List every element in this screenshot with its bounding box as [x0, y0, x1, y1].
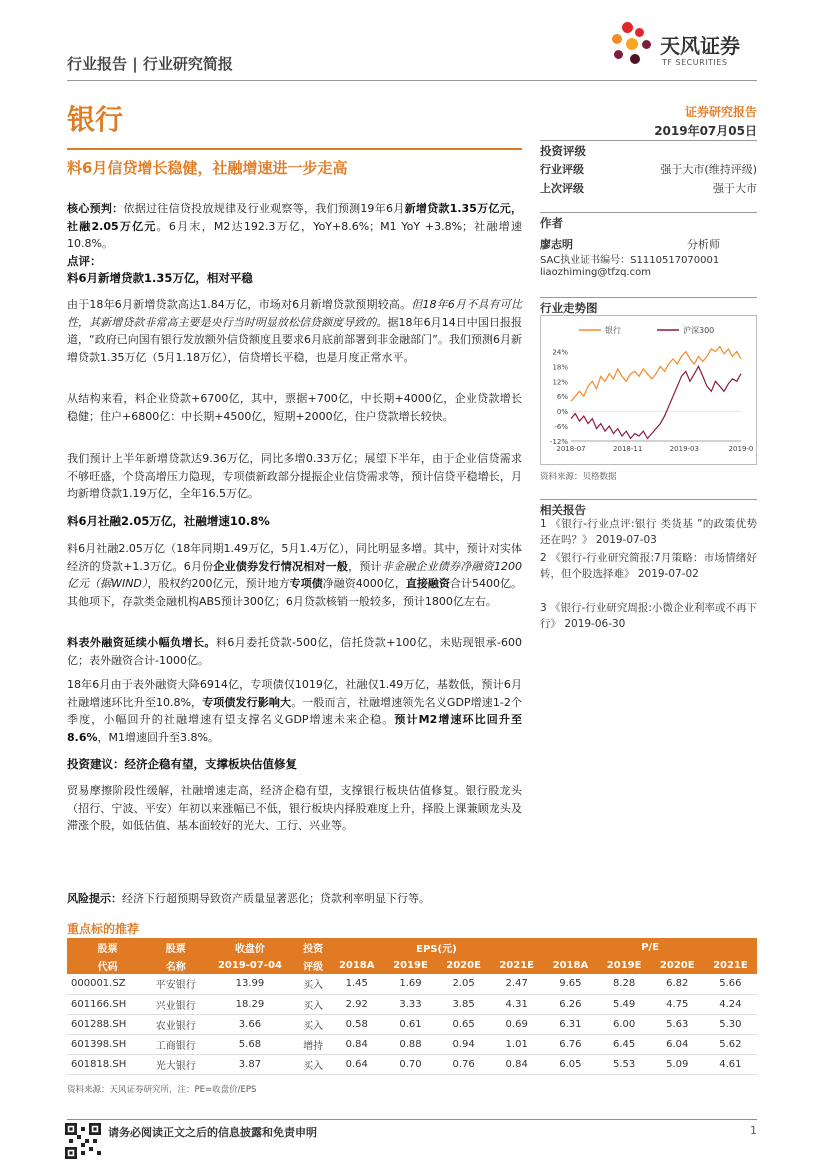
table-cell: 5.09 [651, 1054, 704, 1074]
paragraph-loans-1: 由于18年6月新增贷款高达1.84万亿，市场对6月新增贷款预期较高。但18年6月不具有可比性，其新增贷款非常高主要是央行当时明显放松信贷额度导致的。据18年6月14日中国日报报道，“政府已向国有银行发放额外信贷额度且要求6月底前部署到非金融部门”。我们预测6月新增贷款1.35万亿（5月1.18万亿），信贷增长平稳，也是月度正常水平。 [67, 298, 522, 364]
report-type: 证券研究报告 [684, 105, 757, 119]
prev-rating-row: 上次评级 强于大市 [540, 182, 757, 195]
report-date: 2019年07月05日 [654, 124, 757, 138]
x-tick-label: 2018-07 [556, 445, 586, 453]
table-cell: 兴业银行 [148, 994, 203, 1014]
table-cell: 6.31 [543, 1014, 597, 1034]
table-cell: 5.66 [704, 974, 757, 994]
table-cell: 1.45 [330, 974, 384, 994]
table-cell: 4.31 [490, 994, 543, 1014]
paragraph-tsf-growth: 18年6月由于表外融资大降6914亿，专项债仅1019亿，社融仅1.49万亿，基数低，预计6月社融增速环比升至10.8%，专项债发行影响大。一般而言，社融增速领先名义GDP增速1-2个季度，小幅回升的社融增速有望支撑名义GDP增速未来企稳。预计M2增速环比回升至8.6%，M1增速回升至3.8%。 [67, 678, 523, 744]
table-cell: 1.69 [384, 974, 437, 994]
core-forecast: 核心预判：依据过往信贷投放规律及行业观察等，我们预测19年6月新增贷款1.35万亿元，社融2.05万亿元。6月末，M2达192.3万亿，YoY+8.6%；M1 YoY +3.8%；社融增速10.8%。 [67, 202, 523, 250]
y-tick-label: -12% [549, 438, 568, 446]
table-cell: 0.88 [384, 1034, 437, 1054]
table-cell: 0.94 [437, 1034, 490, 1054]
paragraph-invest: 贸易摩擦阶段性缓解，社融增速走高，经济企稳有望，支撑银行板块估值修复。银行股龙头（招行、宁波、平安）年初以来涨幅已不低，银行板块内择股难度上升，择股上课兼顾龙头及滞涨个股，如低估值、基本面较好的光大、工行、兴业等。 [67, 784, 522, 832]
table-cell: 买入 [297, 1014, 330, 1034]
table-cell: 0.61 [384, 1014, 437, 1034]
header-divider [67, 80, 757, 81]
y-tick-label: 18% [552, 363, 568, 372]
table-cell: 平安银行 [148, 974, 203, 994]
table-cell: 6.45 [598, 1034, 651, 1054]
y-tick-label: 0% [556, 408, 568, 417]
x-tick-label: 2019-0 [728, 445, 754, 453]
table-cell: 5.30 [704, 1014, 757, 1034]
author-title: 作者 [540, 212, 757, 231]
table-row [67, 1054, 757, 1074]
report-title: 料6月信贷增长稳健，社融增速进一步走高 [67, 159, 348, 177]
table-cell: 4.61 [704, 1054, 757, 1074]
table-cell: 0.58 [330, 1014, 384, 1034]
section-heading-invest: 投资建议：经济企稳有望，支撑板块估值修复 [67, 757, 297, 771]
x-tick-label: 2018-11 [613, 445, 643, 453]
table-cell: 买入 [297, 994, 330, 1014]
table-header-row-1: 股票 股票 收盘价 投资 EPS(元) P/E [67, 938, 757, 956]
paragraph-offbalance: 料表外融资延续小幅负增长。料6月委托贷款-500亿，信托贷款+100亿，未贴现银承-600亿；表外融资合计-1000亿。 [67, 636, 522, 667]
table-cell: 6.04 [651, 1034, 704, 1054]
footer-divider [67, 1119, 757, 1120]
table-cell: 4.24 [704, 994, 757, 1014]
section-heading-loans: 料6月新增贷款1.35万亿，相对平稳 [67, 271, 253, 285]
table-cell: 2.92 [330, 994, 384, 1014]
table-cell: 3.66 [203, 1014, 296, 1034]
table-cell: 6.76 [543, 1034, 597, 1054]
y-tick-label: 12% [552, 378, 568, 387]
table-cell: 6.26 [543, 994, 597, 1014]
y-tick-label: -6% [554, 423, 568, 432]
rating-title: 投资评级 [540, 140, 757, 159]
table-cell: 6.05 [543, 1054, 597, 1074]
table-cell: 6.82 [651, 974, 704, 994]
risk-warning: 风险提示：经济下行超预期导致资产质量显著恶化；贷款利率明显下行等。 [67, 892, 430, 905]
trend-chart-svg [541, 316, 756, 464]
table-cell: 工商银行 [148, 1034, 203, 1054]
core-forecast-label: 核心预判： [67, 202, 124, 215]
paragraph-tsf-1: 料6月社融2.05万亿（18年同期1.49万亿，5月1.4万亿），同比明显多增。其中，预计对实体经济的贷款+1.3万亿。6月份企业债券发行情况相对一般，预计非金融企业债券净融资1200亿元（据WIND），股权约200亿元，预计地方专项债净融资4000亿，直接融资合计5400亿。其他项下，存款类金融机构ABS预计300亿；6月贷款核销一般较多，预计1800亿左右。 [67, 542, 522, 608]
table-cell: 3.87 [203, 1054, 296, 1074]
table-cell: 5.63 [651, 1014, 704, 1034]
table-cell: 5.62 [704, 1034, 757, 1054]
y-tick-label: 24% [552, 348, 568, 357]
table-cell: 13.99 [203, 974, 296, 994]
table-cell: 9.65 [543, 974, 597, 994]
disclaimer: 请务必阅读正文之后的信息披露和免责申明 [108, 1126, 317, 1139]
table-cell: 0.65 [437, 1014, 490, 1034]
paragraph-loans-2: 从结构来看，料企业贷款+6700亿，其中，票据+700亿，中长期+4000亿，企业贷款增长稳健；住户+6800亿：中长期+4500亿，短期+2000亿，住户贷款增长较快。 [67, 392, 522, 423]
paragraph-loans-3: 我们预计上半年新增贷款达9.36万亿，同比多增0.33万亿；展望下半年，由于企业信贷需求不够旺盛，个贷高增压力隐现，专项债新政部分提振企业信贷需求等，预计信贷平稳增长，月均新增贷款1.19万亿，全年16.5万亿。 [67, 452, 522, 500]
table-source: 资料来源：天风证券研究所，注：PE=收盘价/EPS [67, 1085, 257, 1095]
series-line-0 [571, 347, 741, 402]
table-cell: 18.29 [203, 994, 296, 1014]
chart-source: 资料来源：贝格数据 [540, 472, 617, 482]
stock-recommendation-table [67, 938, 757, 1075]
table-cell: 0.76 [437, 1054, 490, 1074]
table-cell: 0.84 [330, 1034, 384, 1054]
table-cell: 0.64 [330, 1054, 384, 1074]
legend-label: 沪深300 [683, 326, 715, 335]
report-category: 行业报告 | 行业研究简报 [67, 55, 233, 73]
table-row [67, 994, 757, 1014]
table-cell: 4.75 [651, 994, 704, 1014]
table-cell: 光大银行 [148, 1054, 203, 1074]
table-cell: 0.84 [490, 1054, 543, 1074]
related-report-3[interactable]: 3 《银行-行业研究周报:小微企业利率或不再下行》 2019-06-30 [540, 602, 757, 630]
table-cell: 8.28 [598, 974, 651, 994]
point-label: 点评： [67, 254, 102, 268]
table-cell: 3.33 [384, 994, 437, 1014]
table-cell: 1.01 [490, 1034, 543, 1054]
table-cell: 601288.SH [67, 1014, 148, 1034]
related-title: 相关报告 [540, 499, 757, 518]
author-email: liaozhiming@tfzq.com [540, 267, 651, 278]
table-cell: 2.05 [437, 974, 490, 994]
table-cell: 601398.SH [67, 1034, 148, 1054]
table-row [67, 974, 757, 994]
table-cell: 5.53 [598, 1054, 651, 1074]
series-line-1 [571, 366, 741, 438]
table-title: 重点标的推荐 [67, 922, 140, 936]
page-number: 1 [750, 1124, 757, 1137]
table-cell: 0.70 [384, 1054, 437, 1074]
table-cell: 5.49 [598, 994, 651, 1014]
rating-row: 行业评级 强于大市(维持评级) [540, 163, 757, 176]
company-logo [608, 20, 758, 78]
legend-label: 银行 [605, 326, 621, 335]
table-cell: 000001.SZ [67, 974, 148, 994]
table-cell: 3.85 [437, 994, 490, 1014]
table-cell: 增持 [297, 1034, 330, 1054]
industry-trend-chart [540, 315, 757, 465]
table-cell: 0.69 [490, 1014, 543, 1034]
author-cert: SAC执业证书编号：S1110517070001 [540, 255, 720, 266]
table-cell: 2.47 [490, 974, 543, 994]
table-row [67, 1034, 757, 1054]
industry-name: 银行 [67, 103, 124, 136]
logo-cn-text: 天风证券 [660, 34, 740, 58]
table-cell: 买入 [297, 974, 330, 994]
table-cell: 601818.SH [67, 1054, 148, 1074]
table-header-row-2: 代码 名称 2019-07-04 评级 2018A 2019E 2020E 2021E 2018A 2019E 2020E 2021E [67, 956, 757, 974]
table-cell: 601166.SH [67, 994, 148, 1014]
qr-code-icon [65, 1123, 101, 1159]
chart-title: 行业走势图 [540, 297, 757, 316]
table-row [67, 1014, 757, 1034]
x-tick-label: 2019-03 [669, 445, 699, 453]
table-cell: 6.00 [598, 1014, 651, 1034]
y-tick-label: 6% [556, 393, 568, 402]
related-report-1[interactable]: 1 《银行-行业点评:银行 类货基 ”的政策优势还在吗？》 2019-07-03 [540, 518, 757, 546]
related-report-2[interactable]: 2 《银行-行业研究简报:7月策略：市场情绪好转，但个股选择难》 2019-07-02 [540, 552, 757, 580]
section-heading-tsf: 料6月社融2.05万亿，社融增速10.8% [67, 514, 270, 528]
logo-en-text: TF SECURITIES [662, 58, 728, 67]
author-row: 廖志明 分析师 [540, 238, 720, 251]
table-cell: 5.68 [203, 1034, 296, 1054]
table-cell: 农业银行 [148, 1014, 203, 1034]
table-cell: 买入 [297, 1054, 330, 1074]
